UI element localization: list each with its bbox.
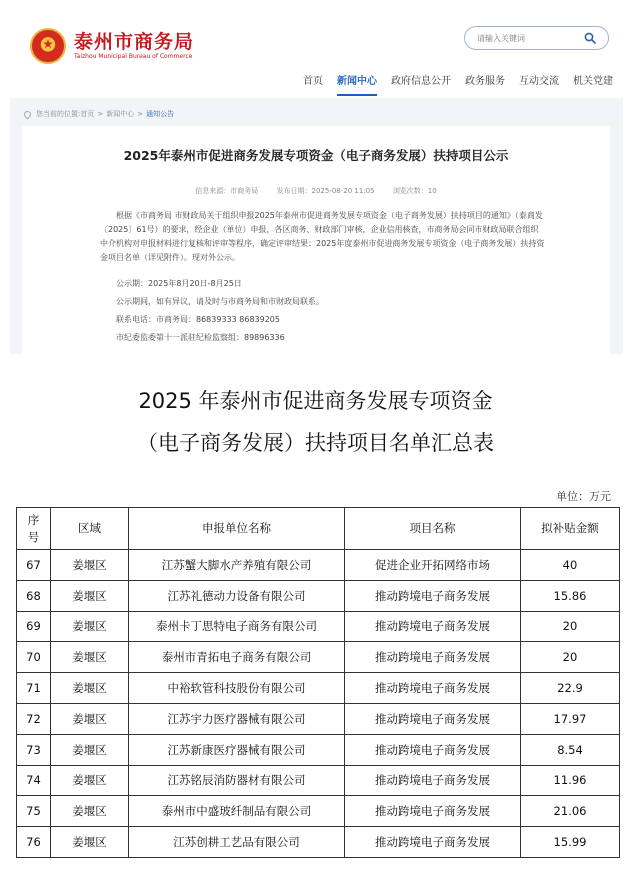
contact-phone: 联系电话：市商务局：86839333 86839205 (116, 315, 280, 324)
cell-company: 江苏创耕工艺品有限公司 (129, 827, 345, 858)
cell-region: 姜堰区 (51, 765, 129, 796)
cell-index: 68 (17, 580, 51, 611)
cell-company: 泰州市青拓电子商务有限公司 (129, 642, 345, 673)
cell-project: 推动跨境电子商务发展 (345, 827, 521, 858)
cell-region: 姜堰区 (51, 580, 129, 611)
article-meta (22, 186, 610, 196)
header-index: 序号 (17, 508, 51, 550)
cell-amount: 17.97 (521, 703, 620, 734)
location-icon (23, 109, 33, 119)
cell-amount: 8.54 (521, 734, 620, 765)
cell-amount: 20 (521, 611, 620, 642)
cell-project: 促进企业开拓网络市场 (345, 550, 521, 581)
cell-amount: 40 (521, 550, 620, 581)
cell-project: 推动跨境电子商务发展 (345, 765, 521, 796)
cell-company: 泰州市中盛玻纤制品有限公司 (129, 796, 345, 827)
header-region: 区域 (51, 508, 129, 550)
article-date: 发布日期：2025-08-20 11:05 (276, 187, 375, 195)
cell-company: 泰州卡丁思特电子商务有限公司 (129, 611, 345, 642)
article-card (22, 126, 610, 354)
breadcrumb-home[interactable]: 首页 (80, 110, 95, 118)
cell-index: 67 (17, 550, 51, 581)
table-header-row (17, 508, 620, 550)
cell-region: 姜堰区 (51, 611, 129, 642)
article-section (10, 98, 623, 354)
logo-subtitle: Taizhou Municipal Bureau of Commerce (74, 53, 193, 60)
main-nav (289, 74, 613, 90)
logo-text (74, 31, 194, 61)
table-title-line1: 2025 年泰州市促进商务发展专项资金 (138, 389, 493, 413)
logo-title: 泰州市商务局 (74, 31, 195, 53)
cell-amount: 22.9 (521, 673, 620, 704)
cell-company: 江苏礼德动力设备有限公司 (129, 580, 345, 611)
cell-region: 姜堰区 (51, 796, 129, 827)
cell-project: 推动跨境电子商务发展 (345, 734, 521, 765)
cell-company: 江苏蟹大脚水产养殖有限公司 (129, 550, 345, 581)
unit-label: 单位：万元 (556, 490, 611, 503)
nav-gov-info[interactable]: 政府信息公开 (391, 76, 451, 87)
header-amount: 拟补贴金额 (521, 508, 620, 550)
cell-project: 推动跨境电子商务发展 (345, 642, 521, 673)
article-views: 浏览次数：10 (392, 187, 437, 195)
supervision-phone: 市纪委监委第十一派驻纪检监察组：89896336 (116, 333, 285, 342)
table-row (17, 642, 620, 673)
national-emblem-icon (30, 28, 66, 64)
cell-company: 江苏铭辰消防器材有限公司 (129, 765, 345, 796)
cell-amount: 15.99 (521, 827, 620, 858)
cell-region: 姜堰区 (51, 734, 129, 765)
objection-notice: 公示期间，如有异议，请及时与市商务局和市财政局联系。 (116, 297, 324, 306)
cell-company: 中裕软管科技股份有限公司 (129, 673, 345, 704)
table-row (17, 673, 620, 704)
cell-region: 姜堰区 (51, 827, 129, 858)
cell-amount: 11.96 (521, 765, 620, 796)
search-box (464, 26, 609, 50)
table-row (17, 611, 620, 642)
nav-home[interactable]: 首页 (303, 76, 323, 87)
breadcrumb-news[interactable]: 新闻中心 (106, 110, 135, 118)
table-title-line2: （电子商务发展）扶持项目名单汇总表 (137, 431, 494, 455)
cell-amount: 15.86 (521, 580, 620, 611)
site-logo[interactable] (30, 28, 194, 64)
breadcrumb-prefix: 您当前的位置: (36, 110, 81, 118)
article-title: 2025年泰州市促进商务发展专项资金（电子商务发展）扶持项目公示 (123, 148, 509, 163)
project-table (16, 507, 620, 858)
header-project: 项目名称 (345, 508, 521, 550)
cell-project: 推动跨境电子商务发展 (345, 673, 521, 704)
cell-index: 69 (17, 611, 51, 642)
cell-index: 76 (17, 827, 51, 858)
table-row (17, 734, 620, 765)
cell-index: 70 (17, 642, 51, 673)
site-header (0, 0, 631, 98)
cell-project: 推动跨境电子商务发展 (345, 703, 521, 734)
cell-index: 71 (17, 673, 51, 704)
cell-index: 72 (17, 703, 51, 734)
table-row (17, 703, 620, 734)
article-source: 信息来源：市商务局 (195, 187, 259, 195)
search-input[interactable] (477, 31, 577, 46)
cell-project: 推动跨境电子商务发展 (345, 580, 521, 611)
table-row (17, 827, 620, 858)
cell-index: 74 (17, 765, 51, 796)
cell-region: 姜堰区 (51, 673, 129, 704)
breadcrumb: 您当前的位置: 首页 > 新闻中心 > 通知公告 (24, 109, 174, 119)
table-row (17, 550, 620, 581)
cell-company: 江苏新康医疗器械有限公司 (129, 734, 345, 765)
cell-index: 73 (17, 734, 51, 765)
breadcrumb-notices[interactable]: 通知公告 (146, 110, 175, 118)
cell-company: 江苏宇力医疗器械有限公司 (129, 703, 345, 734)
nav-gov-services[interactable]: 政务服务 (465, 76, 505, 87)
table-row (17, 796, 620, 827)
header-company: 申报单位名称 (129, 508, 345, 550)
nav-news-center[interactable]: 新闻中心 (337, 74, 377, 90)
nav-party-building[interactable]: 机关党建 (573, 76, 613, 87)
cell-project: 推动跨境电子商务发展 (345, 611, 521, 642)
table-row (17, 580, 620, 611)
cell-region: 姜堰区 (51, 703, 129, 734)
search-icon[interactable] (584, 32, 596, 44)
announcement-period: 公示期：2025年8月20日-8月25日 (116, 279, 242, 288)
nav-interaction[interactable]: 互动交流 (519, 76, 559, 87)
article-paragraph: 根据《市商务局 市财政局关于组织申报2025年泰州市促进商务发展专项资金（电子商务发展）扶持项目的通知》（泰商发〔2025〕61号）的要求，经企业（单位）申报，各区商务、财政部门审核，企业信用核查，市商务局会同市财政局联合组织中介机构对申报材料进行复核和评审等程序，确定评审结果：2025年度泰州市促进商务发展专项资金（电子商务发展）扶持资金项目名单（详见附件）。现对外公示。 (100, 211, 545, 262)
table-row (17, 765, 620, 796)
cell-project: 推动跨境电子商务发展 (345, 796, 521, 827)
cell-amount: 20 (521, 642, 620, 673)
cell-region: 姜堰区 (51, 550, 129, 581)
cell-region: 姜堰区 (51, 642, 129, 673)
cell-index: 75 (17, 796, 51, 827)
cell-amount: 21.06 (521, 796, 620, 827)
